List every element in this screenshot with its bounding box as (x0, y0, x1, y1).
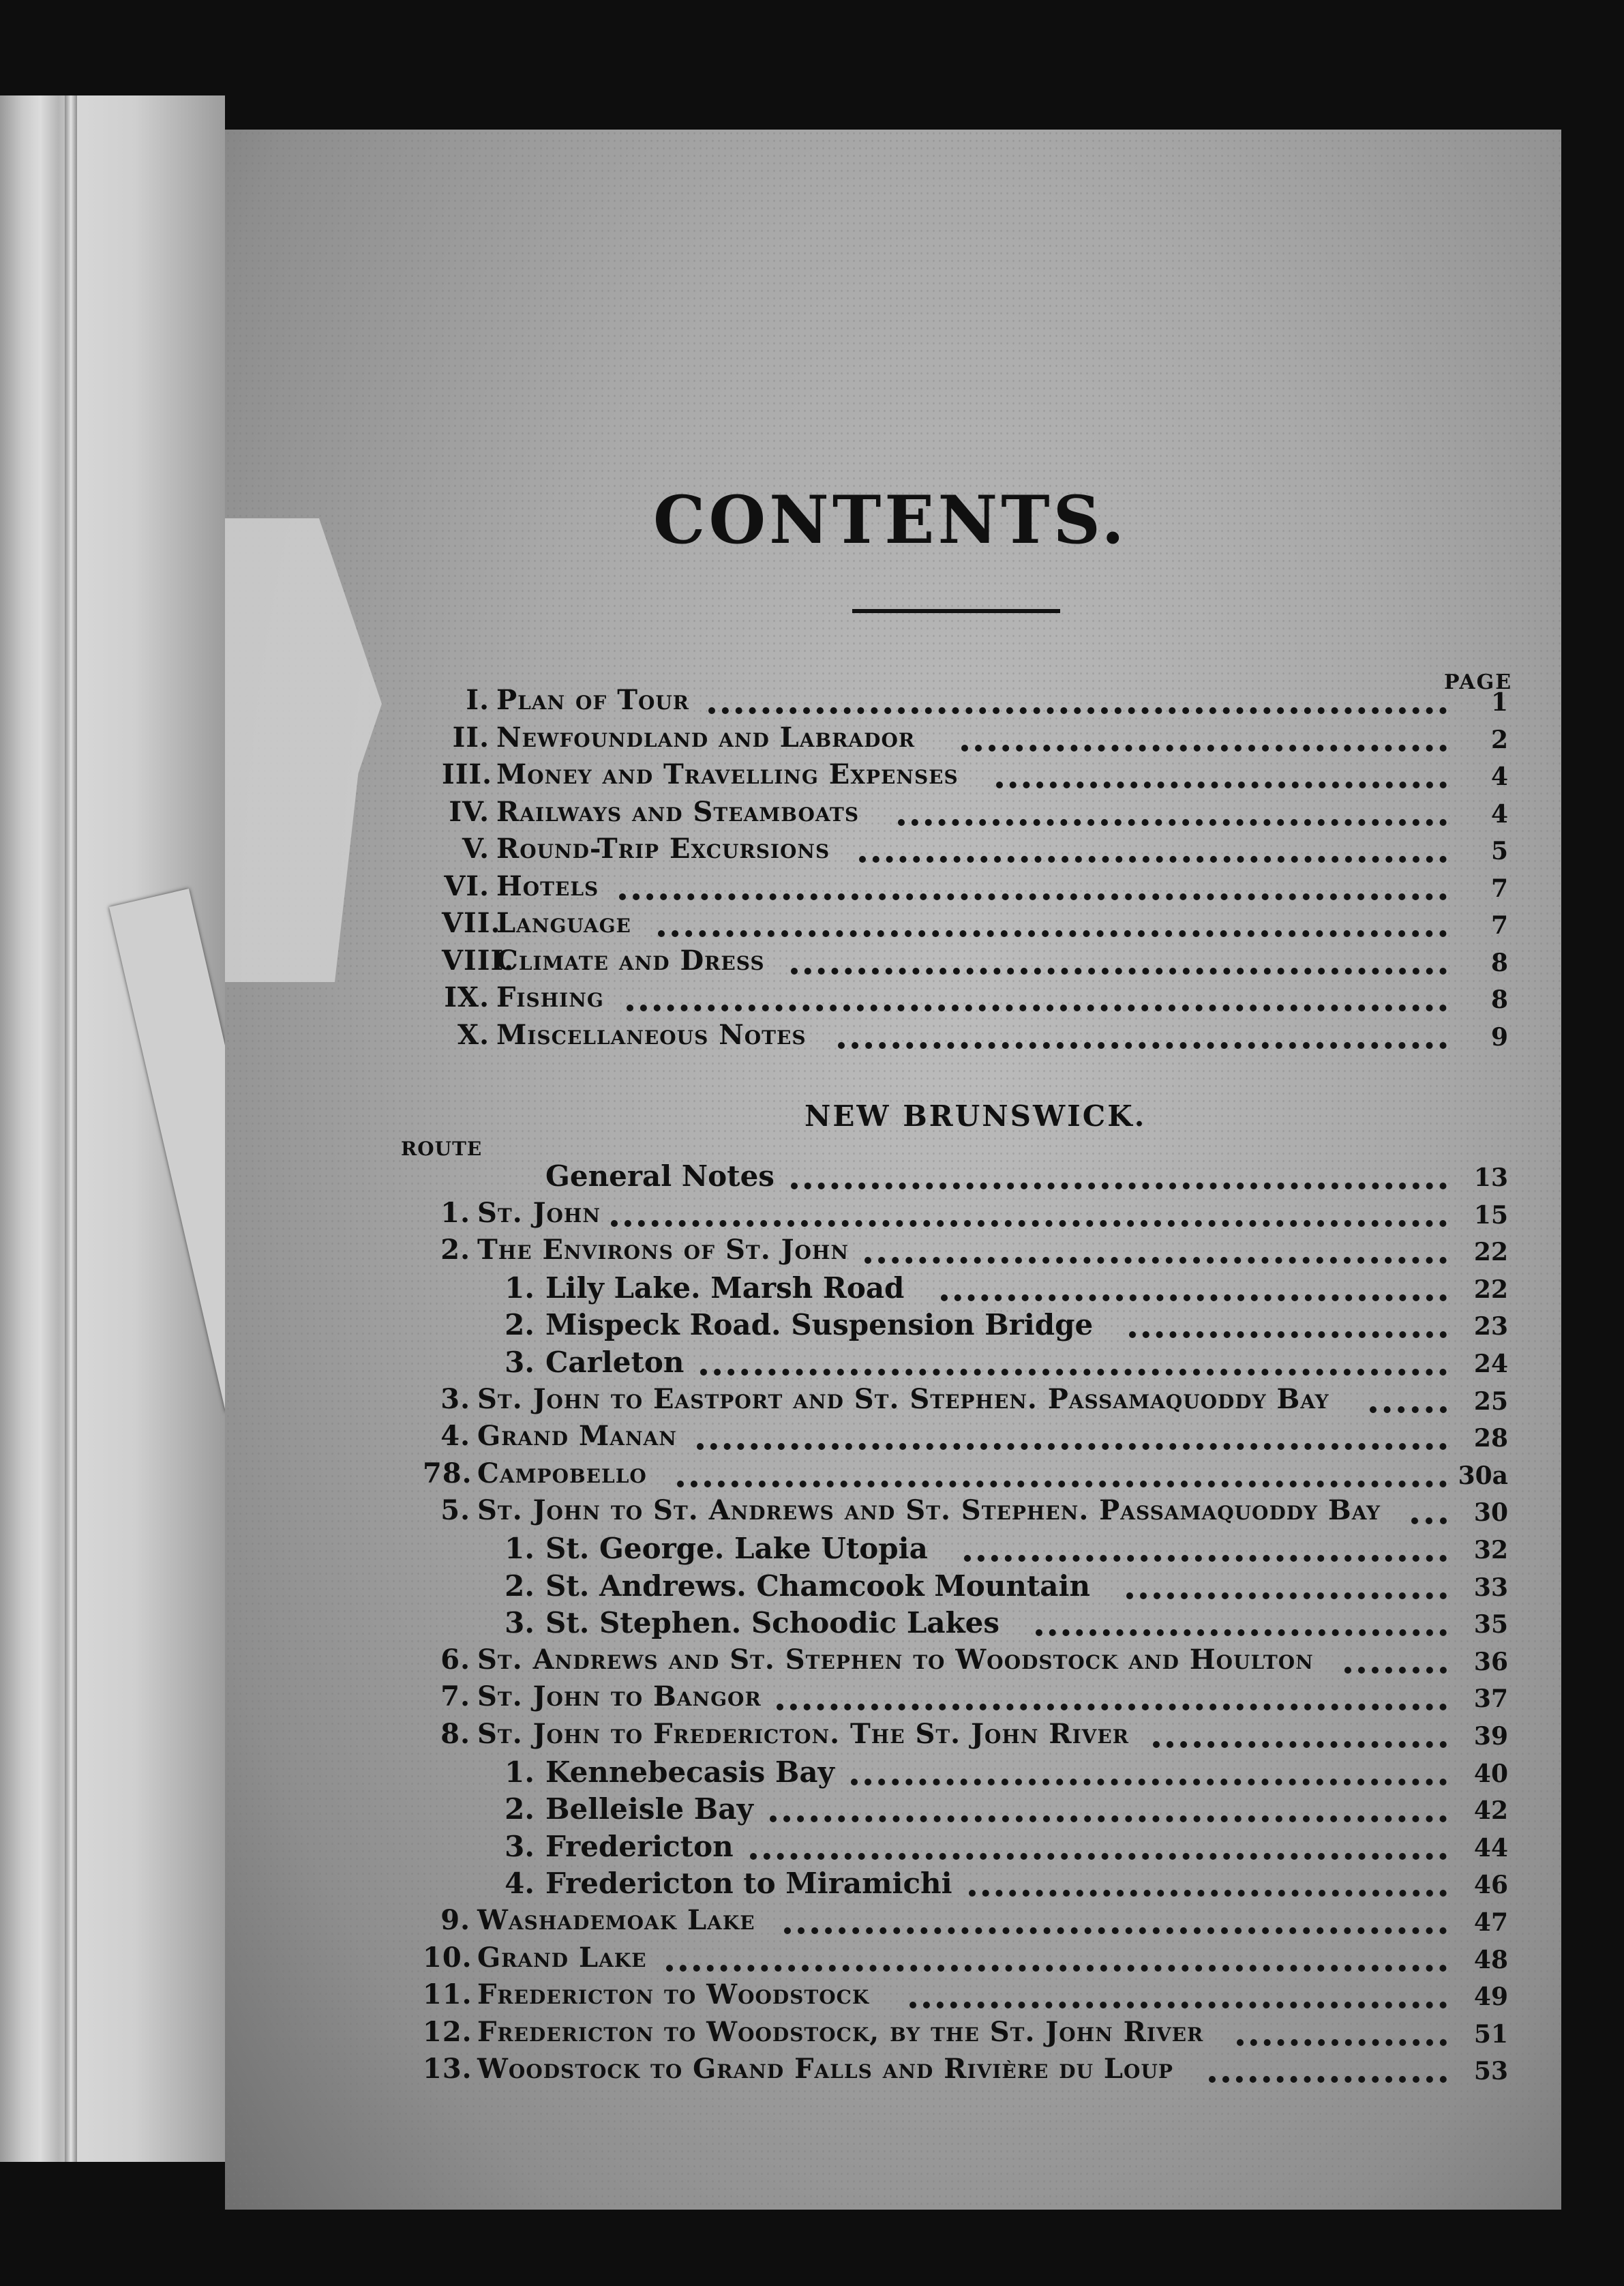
toc-entry-page: 28 (1473, 1424, 1508, 1453)
dotted-leader (1209, 2076, 1447, 2083)
toc-entry-label: Fredericton (545, 1829, 734, 1863)
page-column-header: PAGE (1444, 670, 1513, 694)
toc-entry-page: 44 (1473, 1833, 1508, 1862)
toc-entry-page: 39 (1473, 1722, 1508, 1751)
dotted-leader (700, 1369, 1447, 1376)
dotted-leader (1344, 1667, 1447, 1674)
toc-entry-page: 22 (1473, 1275, 1508, 1304)
toc-entry-page: 30 (1473, 1498, 1508, 1528)
dotted-leader (1237, 2039, 1447, 2046)
toc-entry-number: V. (462, 833, 490, 865)
toc-entry-label: Newfoundland and Labrador (496, 721, 916, 754)
toc-entry-page: 49 (1473, 1983, 1508, 2012)
dotted-leader (1153, 1741, 1447, 1748)
toc-entry-page: 36 (1473, 1647, 1508, 1676)
toc-entry-page: 24 (1473, 1350, 1508, 1378)
dotted-leader (666, 1965, 1447, 1972)
dotted-leader (1370, 1406, 1447, 1413)
dotted-leader (941, 1294, 1447, 1301)
toc-entry-number: 3. (440, 1382, 470, 1415)
toc-entry-label: Money and Travelling Expenses (496, 758, 959, 790)
toc-entry-label: Hotels (496, 870, 599, 902)
dotted-leader (611, 1220, 1447, 1227)
toc-entry-page: 4 (1490, 799, 1508, 829)
toc-entry-number: 5. (440, 1494, 470, 1527)
dotted-leader (677, 1481, 1447, 1487)
toc-entry-number: 1. (440, 1196, 470, 1229)
toc-entry-page: 42 (1473, 1796, 1508, 1826)
toc-entry-page: 5 (1490, 837, 1508, 865)
toc-entry-label: Campobello (477, 1457, 647, 1489)
toc-entry-number: 4. (440, 1420, 470, 1453)
toc-entry-number: 2. (505, 1792, 535, 1826)
toc-entry-label: Railways and Steamboats (496, 795, 860, 828)
toc-entry-label: St. Andrews. Chamcook Mountain (545, 1569, 1090, 1603)
dotted-leader (658, 930, 1447, 937)
toc-entry-page: 35 (1473, 1610, 1508, 1639)
toc-entry-number: VIII. (442, 944, 515, 977)
toc-entry-page: 13 (1473, 1163, 1508, 1192)
dotted-leader (964, 1555, 1447, 1562)
toc-entry-label: St. John to Eastport and St. Stephen. Passamaquoddy Bay (477, 1382, 1329, 1415)
toc-entry-number: 8. (440, 1718, 470, 1750)
toc-entry-number: 1. (505, 1532, 535, 1565)
toc-entry-page: 7 (1490, 911, 1508, 940)
dotted-leader (619, 893, 1447, 900)
toc-entry-page: 23 (1473, 1312, 1508, 1341)
toc-entry-number: 3. (505, 1346, 535, 1379)
toc-entry-label: Climate and Dress (496, 944, 765, 977)
dotted-leader (1036, 1629, 1447, 1636)
dotted-leader (996, 782, 1447, 788)
toc-entry-label: St. John to Fredericton. The St. John River (477, 1718, 1130, 1750)
toc-entry-number: VI. (444, 870, 490, 902)
toc-entry-number: 2. (505, 1569, 535, 1603)
toc-entry-label: St. George. Lake Utopia (545, 1532, 928, 1565)
toc-entry-page: 2 (1490, 725, 1508, 754)
toc-entry-number: 78. (423, 1457, 472, 1489)
dotted-leader (969, 1890, 1447, 1897)
toc-entry-page: 40 (1473, 1759, 1508, 1788)
toc-entry-number: VII. (442, 907, 501, 939)
dotted-leader (791, 968, 1447, 975)
toc-entry-label: St. Andrews and St. Stephen to Woodstock and Houlton (477, 1643, 1314, 1676)
title-rule (852, 609, 1060, 613)
dotted-leader (627, 1005, 1447, 1011)
toc-entry-page: 53 (1473, 2057, 1508, 2086)
toc-entry-label: The Environs of St. John (477, 1234, 849, 1266)
toc-entry-page: 33 (1473, 1573, 1508, 1602)
toc-entry-number: 1. (505, 1271, 535, 1305)
toc-entry-number: X. (457, 1018, 490, 1051)
toc-entry-label: Fishing (496, 981, 604, 1013)
toc-entry-number: 10. (423, 1941, 472, 1974)
dotted-leader (750, 1853, 1447, 1860)
toc-entry-number: 4. (505, 1867, 535, 1901)
toc-entry-number: 3. (505, 1829, 535, 1863)
toc-entry-number: 3. (505, 1606, 535, 1640)
toc-entry-label: Fredericton to Miramichi (545, 1867, 952, 1901)
dotted-leader (864, 1257, 1447, 1264)
dotted-leader (838, 1042, 1447, 1049)
toc-entry-label: Miscellaneous Notes (496, 1018, 807, 1051)
toc-entry-label: Mispeck Road. Suspension Bridge (545, 1308, 1094, 1342)
toc-entry-label: Fredericton to Woodstock (477, 1978, 870, 2011)
toc-entry-number: 2. (505, 1308, 535, 1342)
toc-entry-page: 47 (1473, 1908, 1508, 1937)
toc-entry-label: St. John to St. Andrews and St. Stephen. Passamaquoddy Bay (477, 1494, 1381, 1527)
toc-entry-number: 12. (423, 2015, 472, 2048)
toc-entry-label: Fredericton to Woodstock, by the St. John River (477, 2015, 1204, 2048)
toc-entry-page: 37 (1473, 1684, 1508, 1714)
toc-entry-label: General Notes (545, 1159, 775, 1193)
dotted-leader (784, 1927, 1447, 1934)
dotted-leader (898, 819, 1447, 826)
dotted-leader (777, 1704, 1447, 1710)
toc-entry-label: St. Stephen. Schoodic Lakes (545, 1606, 1000, 1640)
toc-entry-page: 48 (1473, 1945, 1508, 1974)
dotted-leader (909, 2002, 1447, 2008)
toc-entry-page: 7 (1490, 874, 1508, 903)
page-title: CONTENTS. (653, 481, 1128, 559)
toc-entry-number: 9. (440, 1904, 470, 1936)
toc-entry-page: 1 (1490, 688, 1508, 717)
section-title: NEW BRUNSWICK. (805, 1099, 1147, 1133)
toc-entry-number: 6. (440, 1643, 470, 1676)
toc-entry-page: 8 (1490, 985, 1508, 1014)
toc-entry-page: 8 (1490, 948, 1508, 977)
toc-entry-label: Grand Manan (477, 1420, 677, 1453)
toc-entry-label: St. John to Bangor (477, 1680, 762, 1713)
toc-entry-label: Woodstock to Grand Falls and Rivière du Loup (477, 2053, 1173, 2085)
toc-entry-page: 25 (1473, 1386, 1508, 1416)
toc-entry-number: 7. (440, 1680, 470, 1713)
dotted-leader (770, 1815, 1447, 1822)
toc-entry-label: Kennebecasis Bay (545, 1755, 834, 1789)
toc-entry-label: Washademoak Lake (477, 1904, 755, 1936)
toc-entry-number: 2. (440, 1234, 470, 1266)
toc-entry-label: Plan of Tour (496, 684, 690, 716)
toc-entry-number: III. (442, 758, 493, 790)
toc-entry-page: 51 (1473, 2019, 1508, 2049)
toc-entry-page: 46 (1473, 1871, 1508, 1900)
toc-entry-label: Lily Lake. Marsh Road (545, 1271, 905, 1305)
toc-entry-number: 1. (505, 1755, 535, 1789)
dotted-leader (1126, 1592, 1447, 1599)
dotted-leader (708, 707, 1447, 714)
toc-entry-label: Grand Lake (477, 1941, 647, 1974)
toc-entry-number: I. (466, 684, 490, 716)
toc-entry-page: 9 (1490, 1022, 1508, 1052)
dotted-leader (697, 1443, 1447, 1450)
toc-entry-label: Round-Trip Excursions (496, 833, 830, 865)
toc-entry-page: 15 (1473, 1200, 1508, 1230)
toc-entry-page: 32 (1473, 1536, 1508, 1564)
toc-entry-page: 22 (1473, 1238, 1508, 1267)
toc-entry-page: 4 (1490, 762, 1508, 791)
dotted-leader (851, 1779, 1447, 1785)
toc-entry-number: II. (452, 721, 490, 754)
toc-entry-number: IX. (444, 981, 490, 1013)
toc-entry-number: 13. (423, 2053, 472, 2085)
toc-entry-label: St. John (477, 1196, 601, 1229)
dotted-leader (961, 745, 1447, 752)
dotted-leader (1129, 1331, 1447, 1338)
route-column-header: ROUTE (401, 1138, 483, 1160)
toc-entry-label: Carleton (545, 1346, 685, 1379)
toc-entry-label: Language (496, 907, 631, 939)
toc-entry-number: 11. (423, 1978, 472, 2011)
dotted-leader (859, 856, 1447, 863)
toc-entry-label: Belleisle Bay (545, 1792, 753, 1826)
toc-entry-page: 30a (1458, 1461, 1508, 1490)
dotted-leader (1411, 1517, 1447, 1524)
toc-entry-number: IV. (449, 795, 490, 828)
dotted-leader (791, 1183, 1447, 1189)
